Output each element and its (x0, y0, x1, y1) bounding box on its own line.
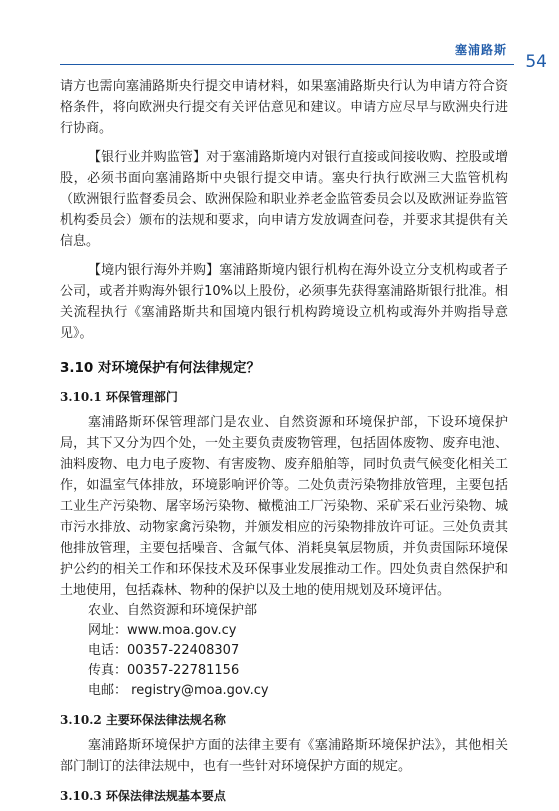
paragraph-bank-merger-supervision: 【银行业并购监管】对于塞浦路斯境内对银行直接或间接收购、控股或增股，必须书面向塞浦路斯中央银行提交申请。塞央行执行欧洲三大监管机构（欧洲银行监督委员会、欧洲保险和职业养老金监管委员会以及欧洲证券监管机构委员会）颁布的法规和要求，向申请方发放调查问卷，并要求其提供有关信息。 (60, 150, 508, 249)
subsection-heading-3-10-3: 3.10.3 环保法律法规基本要点 (60, 789, 226, 803)
contact-email: 电邮： registry@moa.gov.cy (88, 683, 269, 698)
contact-block (60, 601, 508, 701)
paragraph-continuation: 请方也需向塞浦路斯央行提交申请材料，如果塞浦路斯央行认为申请方符合资格条件，将向欧洲央行提交有关评估意见和建议。申请方应尽早与欧洲央行进行协商。 (60, 79, 508, 136)
paragraph-env-laws: 塞浦路斯环境保护方面的法律主要有《塞浦路斯环境保护法》，其他相关部门制订的法律法规中，也有一些针对环境保护方面的规定。 (60, 738, 508, 774)
page-body (60, 76, 508, 811)
page-number: 54 (525, 52, 547, 72)
subsection-heading-3-10-2: 3.10.2 主要环保法律法规名称 (60, 713, 226, 727)
paragraph-env-dept: 塞浦路斯环保管理部门是农业、自然资源和环境保护部，下设环境保护局，其下又分为四个处，一处主要负责废物管理，包括固体废物、废弃电池、油料废物、电力电子废物、有害废物、废弃船舶等，同时负责气候变化相关工作，如温室气体排放，环境影响评价等。二处负责污染物排放管理，主要包括工业生产污染物、屠宰场污染物、橄榄油工厂污染物、采矿采石业污染物、城市污水排放、动物家禽污染物，并颁发相应的污染物排放许可证。三处负责其他排放管理，主要包括噪音、含氟气体、消耗臭氧层物质，并负责国际环境保护公约的相关工作和环保技术及环保事业发展推动工作。四处负责自然保护和土地使用，包括森林、物种的保护以及土地的使用规划及环境评估。 (60, 415, 508, 598)
running-header-label: 塞浦路斯 (454, 43, 507, 57)
contact-website: 网址：www.moa.gov.cy (88, 623, 237, 638)
contact-phone: 电话：00357-22408307 (88, 643, 240, 658)
header-rule (60, 64, 514, 65)
subsection-heading-3-10-1: 3.10.1 环保管理部门 (60, 390, 178, 404)
section-heading-3-10: 3.10 对环境保护有何法律规定？ (60, 360, 261, 376)
contact-fax: 传真：00357-22781156 (88, 663, 240, 678)
paragraph-overseas-merger: 【境内银行海外并购】塞浦路斯境内银行机构在海外设立分支机构或者子公司，或者并购海外银行10%以上股份，必须事先获得塞浦路斯银行批准。相关流程执行《塞浦路斯共和国境内银行机构跨境设立机构或海外并购指导意见》。 (60, 263, 508, 341)
contact-dept: 农业、自然资源和环境保护部 (88, 603, 258, 618)
